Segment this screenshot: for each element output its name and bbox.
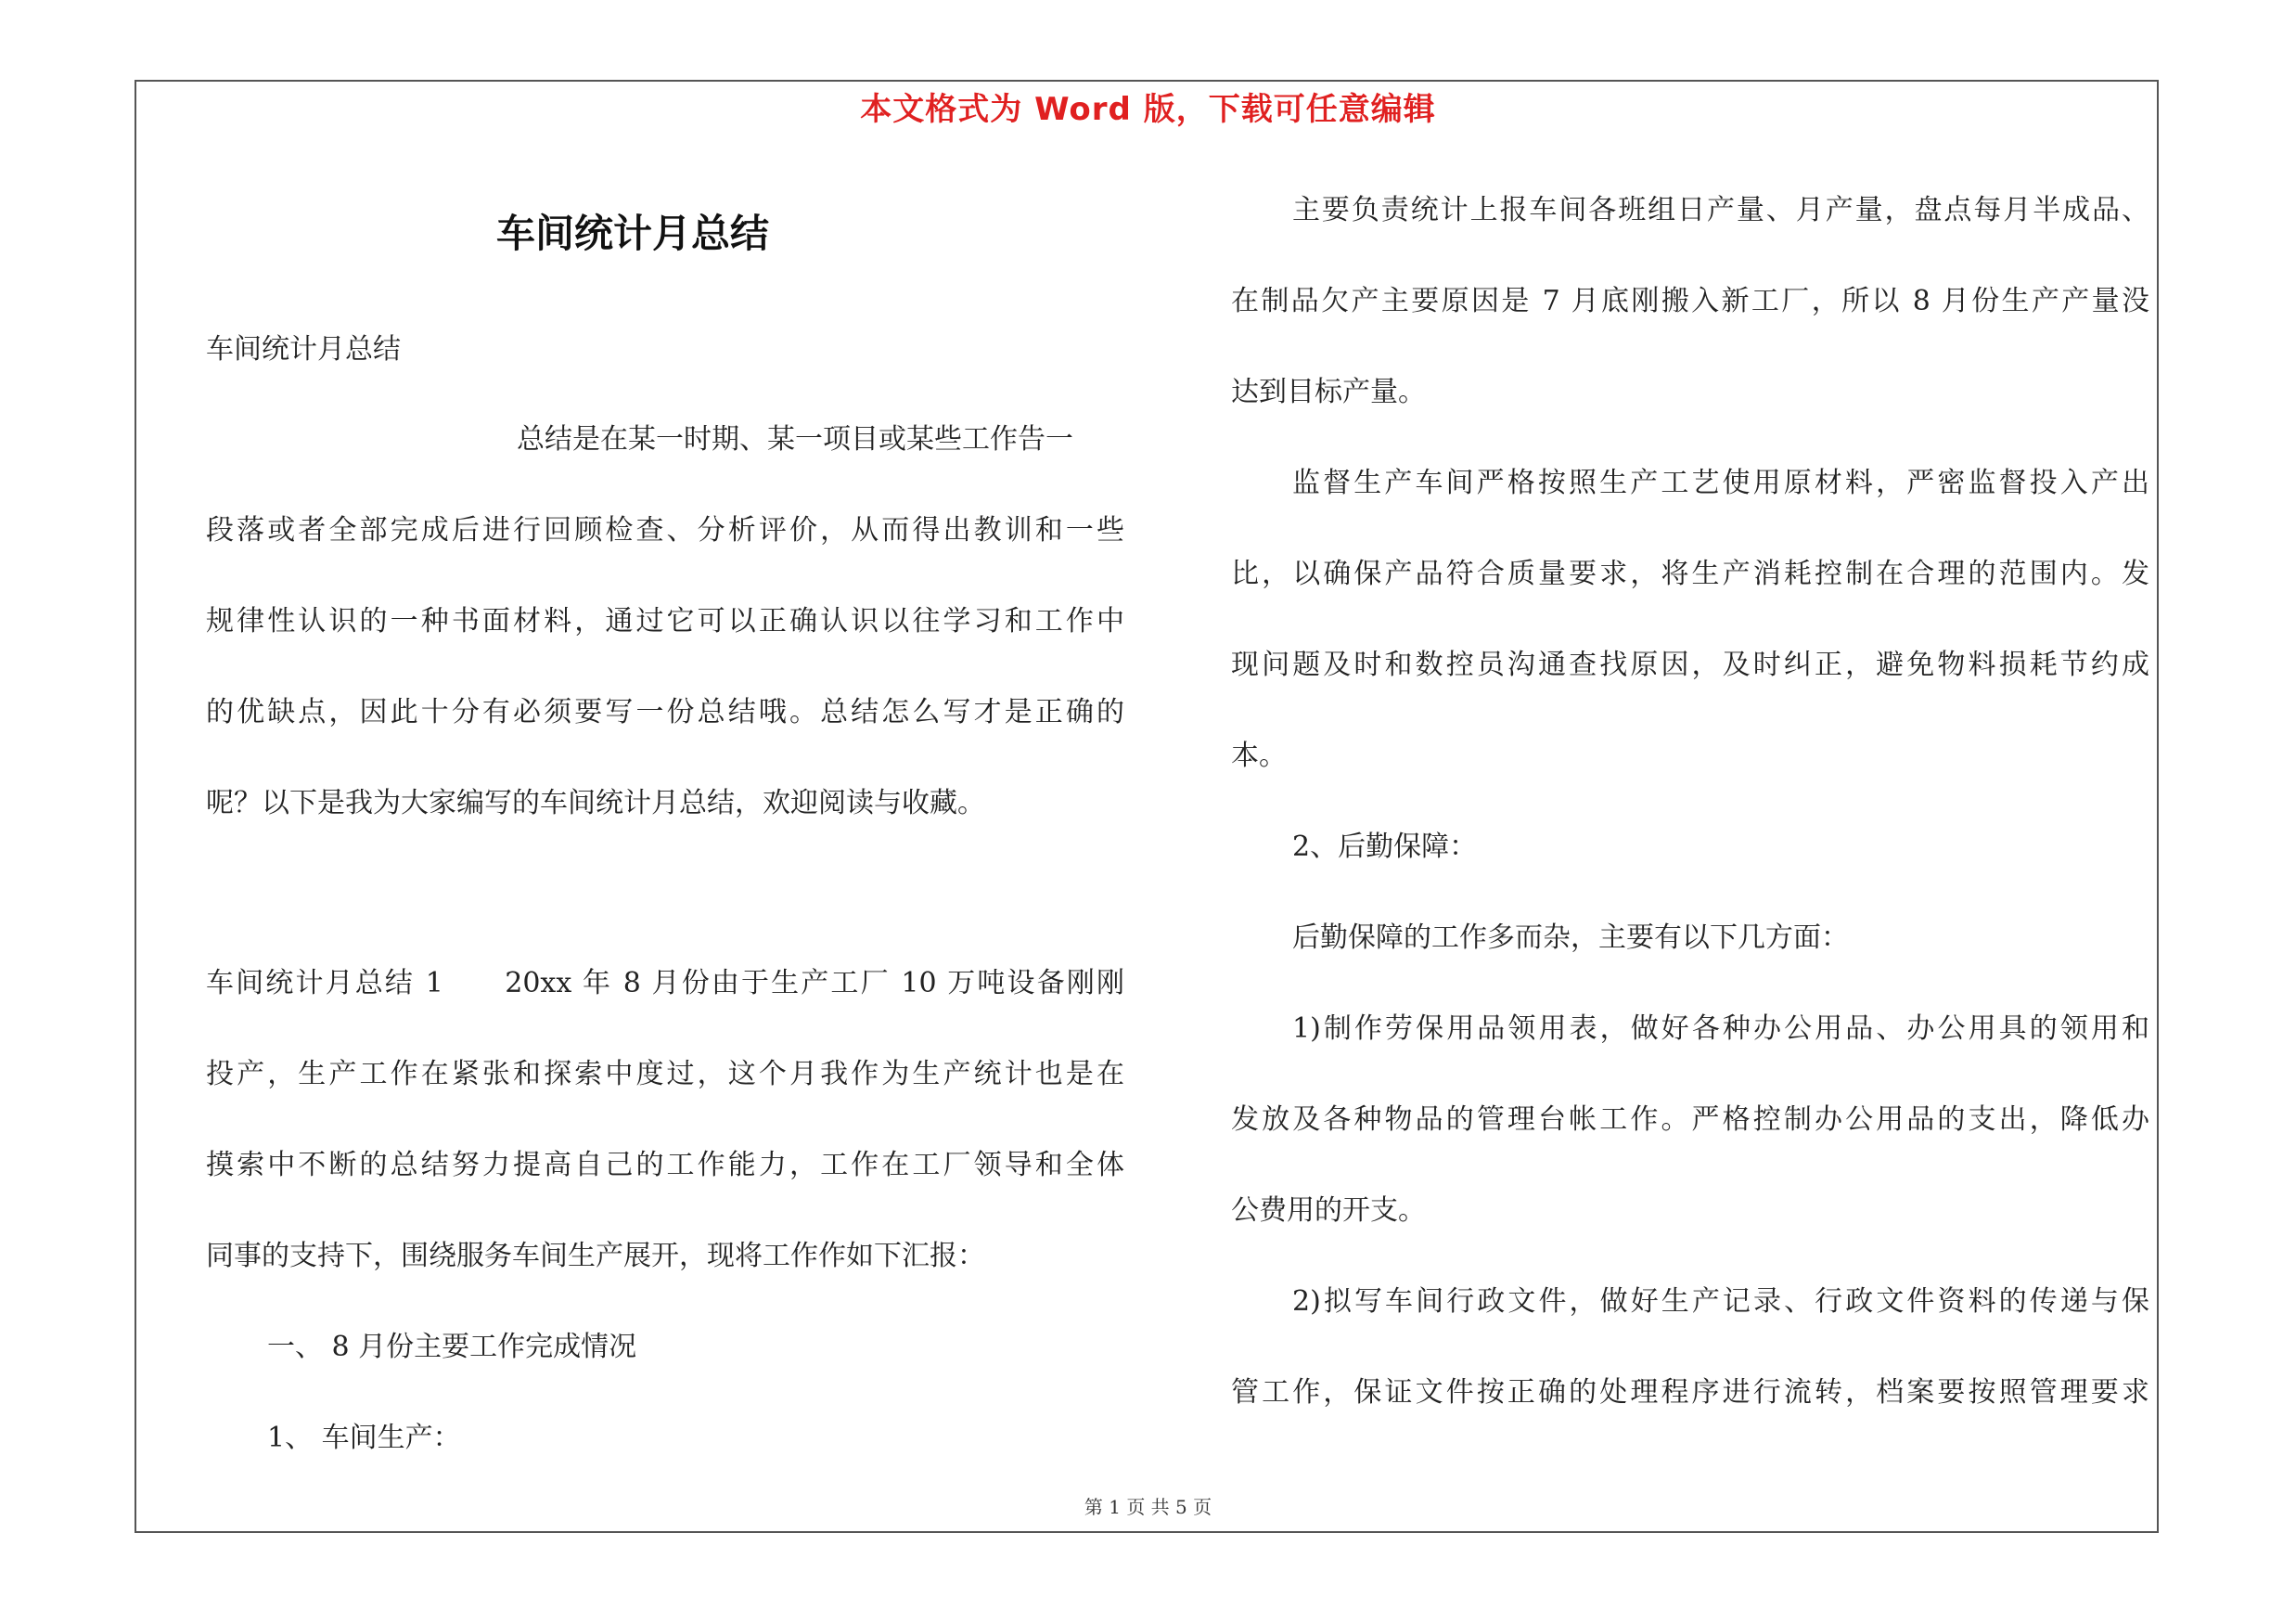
paragraph-line: 公费用的开支。: [1231, 1194, 1426, 1227]
paragraph-line: 摸索中不断的总结努力提高自己的工作能力，工作在工厂领导和全体: [206, 1149, 1124, 1181]
document-subtitle: 车间统计月总结: [206, 333, 401, 366]
paragraph-line: 总结是在某一时期、某一项目或某些工作告一: [517, 423, 1073, 456]
section-heading: 一、 8 月份主要工作完成情况: [267, 1331, 637, 1363]
document-title: 车间统计月总结: [495, 211, 769, 256]
paragraph-line: 监督生产车间严格按照生产工艺使用原材料，严密监督投入产出: [1292, 467, 2149, 499]
paragraph-line: 本。: [1231, 740, 1287, 772]
paragraph-line: 2)拟写车间行政文件，做好生产记录、行政文件资料的传递与保: [1292, 1285, 2149, 1318]
paragraph-line: 现问题及时和数控员沟通查找原因，及时纠正，避免物料损耗节约成: [1231, 649, 2149, 681]
paragraph-line: 发放及各种物品的管理台帐工作。严格控制办公用品的支出，降低办: [1231, 1103, 2149, 1136]
page-number-footer: 第 1 页 共 5 页: [1084, 1496, 1212, 1518]
paragraph-line: 比，以确保产品符合质量要求，将生产消耗控制在合理的范围内。发: [1231, 558, 2149, 590]
paragraph-line: 车间统计月总结 1 20xx 年 8 月份由于生产工厂 10 万吨设备刚刚: [206, 967, 1124, 999]
paragraph-line: 同事的支持下，围绕服务车间生产展开，现将工作作如下汇报：: [206, 1240, 985, 1272]
paragraph-line: 在制品欠产主要原因是 7 月底刚搬入新工厂，所以 8 月份生产产量没: [1231, 285, 2149, 317]
paragraph-line: 达到目标产量。: [1231, 376, 1426, 408]
subsection-heading: 1、 车间生产：: [267, 1422, 461, 1454]
paragraph-line: 呢？以下是我为大家编写的车间统计月总结，欢迎阅读与收藏。: [206, 787, 985, 819]
paragraph-line: 规律性认识的一种书面材料，通过它可以正确认识以往学习和工作中: [206, 605, 1124, 638]
paragraph-line: 管工作，保证文件按正确的处理程序进行流转，档案要按照管理要求: [1231, 1376, 2149, 1409]
paragraph-line: 投产，生产工作在紧张和探索中度过，这个月我作为生产统计也是在: [206, 1058, 1124, 1090]
subsection-heading: 2、后勤保障：: [1292, 831, 1478, 863]
paragraph-line: 主要负责统计上报车间各班组日产量、月产量，盘点每月半成品、: [1292, 194, 2149, 226]
format-notice-banner: 本文格式为 Word 版，下载可任意编辑: [860, 91, 1436, 128]
paragraph-line: 1)制作劳保用品领用表，做好各种办公用品、办公用具的领用和: [1292, 1012, 2149, 1045]
paragraph-line: 后勤保障的工作多而杂，主要有以下几方面：: [1292, 921, 1849, 954]
paragraph-line: 段落或者全部完成后进行回顾检查、分析评价，从而得出教训和一些: [206, 514, 1124, 547]
paragraph-line: 的优缺点，因此十分有必须要写一份总结哦。总结怎么写才是正确的: [206, 696, 1124, 728]
